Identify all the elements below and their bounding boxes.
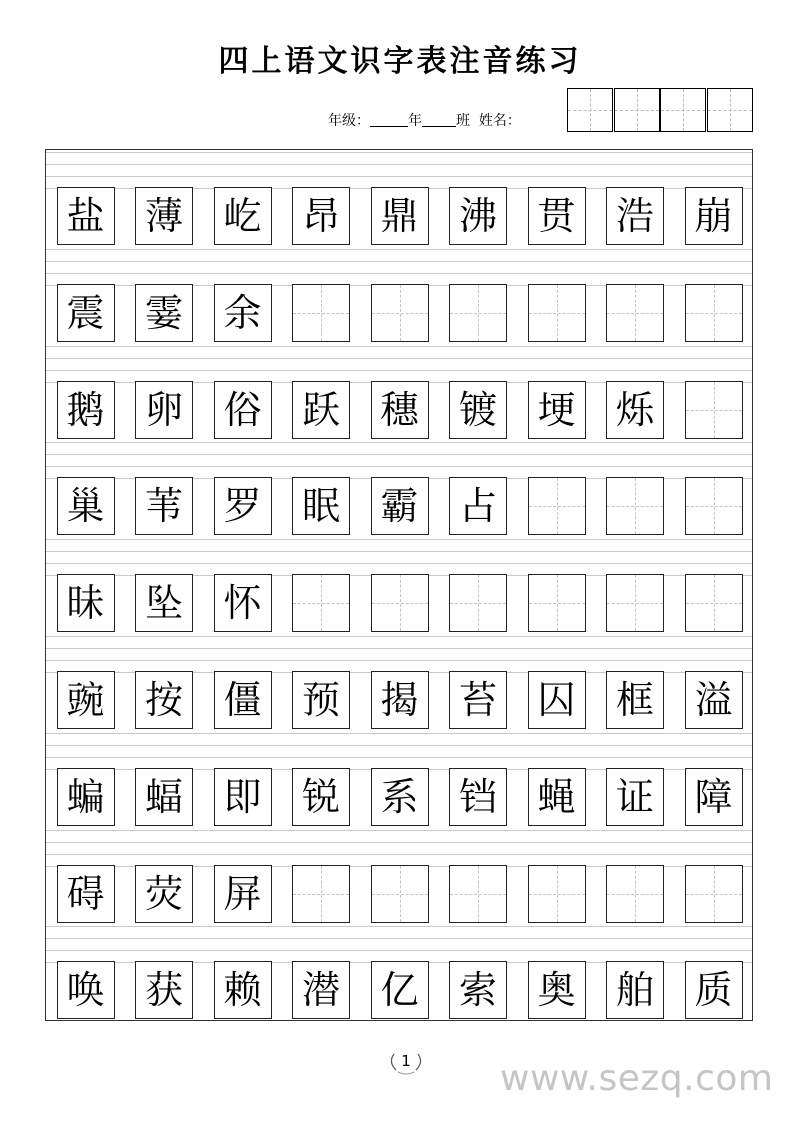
character-text: 崩 (686, 188, 742, 244)
character-cell[interactable] (685, 187, 743, 245)
character-cell[interactable] (449, 187, 507, 245)
character-cell[interactable] (528, 187, 586, 245)
empty-cell[interactable] (606, 477, 664, 535)
empty-cell[interactable] (371, 284, 429, 342)
character-text: 按 (136, 672, 192, 728)
character-text: 薄 (136, 188, 192, 244)
character-cell[interactable] (292, 961, 350, 1019)
empty-cell[interactable] (685, 865, 743, 923)
character-cell[interactable] (528, 961, 586, 1019)
empty-cell[interactable] (371, 865, 429, 923)
character-text: 框 (607, 672, 663, 728)
character-text: 巢 (58, 478, 114, 534)
pinyin-lines (46, 733, 752, 769)
character-cell[interactable] (135, 574, 193, 632)
empty-cell[interactable] (528, 284, 586, 342)
character-cell[interactable] (371, 768, 429, 826)
class-blank[interactable] (422, 112, 456, 127)
character-text: 跃 (293, 382, 349, 438)
character-cell[interactable] (606, 768, 664, 826)
character-cell[interactable] (214, 671, 272, 729)
character-cell[interactable] (135, 284, 193, 342)
character-cell[interactable] (449, 768, 507, 826)
character-cell[interactable] (57, 284, 115, 342)
character-text: 屹 (215, 188, 271, 244)
character-text: 质 (686, 962, 742, 1018)
character-text: 穗 (372, 382, 428, 438)
character-text: 镀 (450, 382, 506, 438)
character-text: 唤 (58, 962, 114, 1018)
empty-cell[interactable] (685, 574, 743, 632)
character-cell[interactable] (449, 477, 507, 535)
character-text: 奥 (529, 962, 585, 1018)
pinyin-lines (46, 636, 752, 672)
character-cell[interactable] (371, 187, 429, 245)
character-text: 潜 (293, 962, 349, 1018)
character-cell[interactable] (606, 187, 664, 245)
character-cell[interactable] (214, 187, 272, 245)
character-text: 铛 (450, 769, 506, 825)
character-text: 系 (372, 769, 428, 825)
character-text: 预 (293, 672, 349, 728)
character-cell[interactable] (528, 381, 586, 439)
name-label: 姓名： (478, 113, 521, 129)
character-cell[interactable] (135, 865, 193, 923)
character-cell[interactable] (135, 477, 193, 535)
character-cell[interactable] (57, 381, 115, 439)
character-cell[interactable] (57, 671, 115, 729)
character-text: 障 (686, 769, 742, 825)
page-number: 1 (386, 1046, 426, 1076)
character-text: 俗 (215, 382, 271, 438)
character-text: 浩 (607, 188, 663, 244)
empty-cell[interactable] (449, 574, 507, 632)
character-text: 获 (136, 962, 192, 1018)
watermark: www.sezq.com (500, 1058, 774, 1099)
character-cell[interactable] (57, 768, 115, 826)
empty-cell[interactable] (449, 865, 507, 923)
character-cell[interactable] (135, 187, 193, 245)
character-text: 即 (215, 769, 271, 825)
character-text: 蝠 (136, 769, 192, 825)
character-text: 鼎 (372, 188, 428, 244)
character-cell[interactable] (685, 671, 743, 729)
character-cell[interactable] (57, 477, 115, 535)
grade-blank[interactable] (370, 112, 408, 127)
pinyin-lines (46, 926, 752, 962)
empty-cell[interactable] (449, 284, 507, 342)
character-cell[interactable] (214, 381, 272, 439)
character-text: 锐 (293, 769, 349, 825)
character-text: 埂 (529, 382, 585, 438)
name-box[interactable] (660, 88, 706, 132)
character-text: 烁 (607, 382, 663, 438)
empty-cell[interactable] (292, 865, 350, 923)
character-cell[interactable] (214, 865, 272, 923)
character-text: 卵 (136, 382, 192, 438)
character-cell[interactable] (371, 477, 429, 535)
grade-label: 年级： (328, 113, 370, 129)
class-label: 班 (456, 113, 470, 129)
character-text: 怀 (215, 575, 271, 631)
character-text: 苇 (136, 478, 192, 534)
character-cell[interactable] (135, 671, 193, 729)
character-text: 震 (58, 285, 114, 341)
character-cell[interactable] (214, 574, 272, 632)
name-box[interactable] (614, 88, 660, 132)
character-cell[interactable] (449, 961, 507, 1019)
character-text: 坠 (136, 575, 192, 631)
character-cell[interactable] (57, 574, 115, 632)
character-cell[interactable] (214, 961, 272, 1019)
character-cell[interactable] (292, 477, 350, 535)
character-text: 囚 (529, 672, 585, 728)
character-text: 赖 (215, 962, 271, 1018)
character-cell[interactable] (135, 961, 193, 1019)
character-cell[interactable] (57, 187, 115, 245)
character-text: 豌 (58, 672, 114, 728)
student-info (328, 110, 521, 130)
name-boxes[interactable] (567, 88, 753, 132)
character-cell[interactable] (528, 768, 586, 826)
year-label: 年 (408, 113, 422, 129)
character-text: 罗 (215, 478, 271, 534)
character-text: 贯 (529, 188, 585, 244)
character-cell[interactable] (371, 381, 429, 439)
character-text: 霸 (372, 478, 428, 534)
character-text: 霎 (136, 285, 192, 341)
empty-cell[interactable] (606, 865, 664, 923)
character-cell[interactable] (606, 961, 664, 1019)
character-text: 碍 (58, 866, 114, 922)
character-cell[interactable] (57, 865, 115, 923)
character-cell[interactable] (292, 187, 350, 245)
character-text: 溢 (686, 672, 742, 728)
empty-cell[interactable] (685, 284, 743, 342)
character-cell[interactable] (528, 671, 586, 729)
character-text: 索 (450, 962, 506, 1018)
character-cell[interactable] (606, 671, 664, 729)
character-cell[interactable] (606, 381, 664, 439)
name-box[interactable] (707, 88, 753, 132)
character-text: 占 (450, 478, 506, 534)
character-cell[interactable] (135, 768, 193, 826)
character-cell[interactable] (371, 671, 429, 729)
character-cell[interactable] (135, 381, 193, 439)
character-text: 苔 (450, 672, 506, 728)
character-text: 揭 (372, 672, 428, 728)
character-text: 昧 (58, 575, 114, 631)
pinyin-lines (46, 830, 752, 866)
practice-grid (45, 149, 753, 1021)
character-text: 蝇 (529, 769, 585, 825)
pinyin-lines (46, 249, 752, 285)
character-text: 舶 (607, 962, 663, 1018)
character-text: 眠 (293, 478, 349, 534)
character-cell[interactable] (292, 381, 350, 439)
character-cell[interactable] (685, 961, 743, 1019)
character-text: 证 (607, 769, 663, 825)
pinyin-lines (46, 346, 752, 382)
empty-cell[interactable] (606, 284, 664, 342)
character-cell[interactable] (449, 671, 507, 729)
character-cell[interactable] (292, 671, 350, 729)
empty-cell[interactable] (371, 574, 429, 632)
empty-cell[interactable] (528, 865, 586, 923)
character-text: 荧 (136, 866, 192, 922)
character-text: 蝙 (58, 769, 114, 825)
character-text: 亿 (372, 962, 428, 1018)
pinyin-lines (46, 152, 752, 188)
empty-cell[interactable] (685, 381, 743, 439)
empty-cell[interactable] (292, 574, 350, 632)
empty-cell[interactable] (528, 477, 586, 535)
character-cell[interactable] (371, 961, 429, 1019)
character-text: 昂 (293, 188, 349, 244)
character-text: 盐 (58, 188, 114, 244)
character-text: 屏 (215, 866, 271, 922)
pinyin-lines (46, 539, 752, 575)
character-text: 余 (215, 285, 271, 341)
name-box[interactable] (567, 88, 613, 132)
empty-cell[interactable] (685, 477, 743, 535)
page-title: 四上语文识字表注音练习 (218, 44, 582, 79)
character-cell[interactable] (685, 768, 743, 826)
empty-cell[interactable] (606, 574, 664, 632)
character-cell[interactable] (214, 768, 272, 826)
character-cell[interactable] (214, 477, 272, 535)
character-text: 僵 (215, 672, 271, 728)
character-text: 鹅 (58, 382, 114, 438)
character-cell[interactable] (57, 961, 115, 1019)
empty-cell[interactable] (528, 574, 586, 632)
character-cell[interactable] (292, 768, 350, 826)
character-cell[interactable] (214, 284, 272, 342)
pinyin-lines (46, 442, 752, 478)
character-cell[interactable] (449, 381, 507, 439)
empty-cell[interactable] (292, 284, 350, 342)
character-text: 沸 (450, 188, 506, 244)
